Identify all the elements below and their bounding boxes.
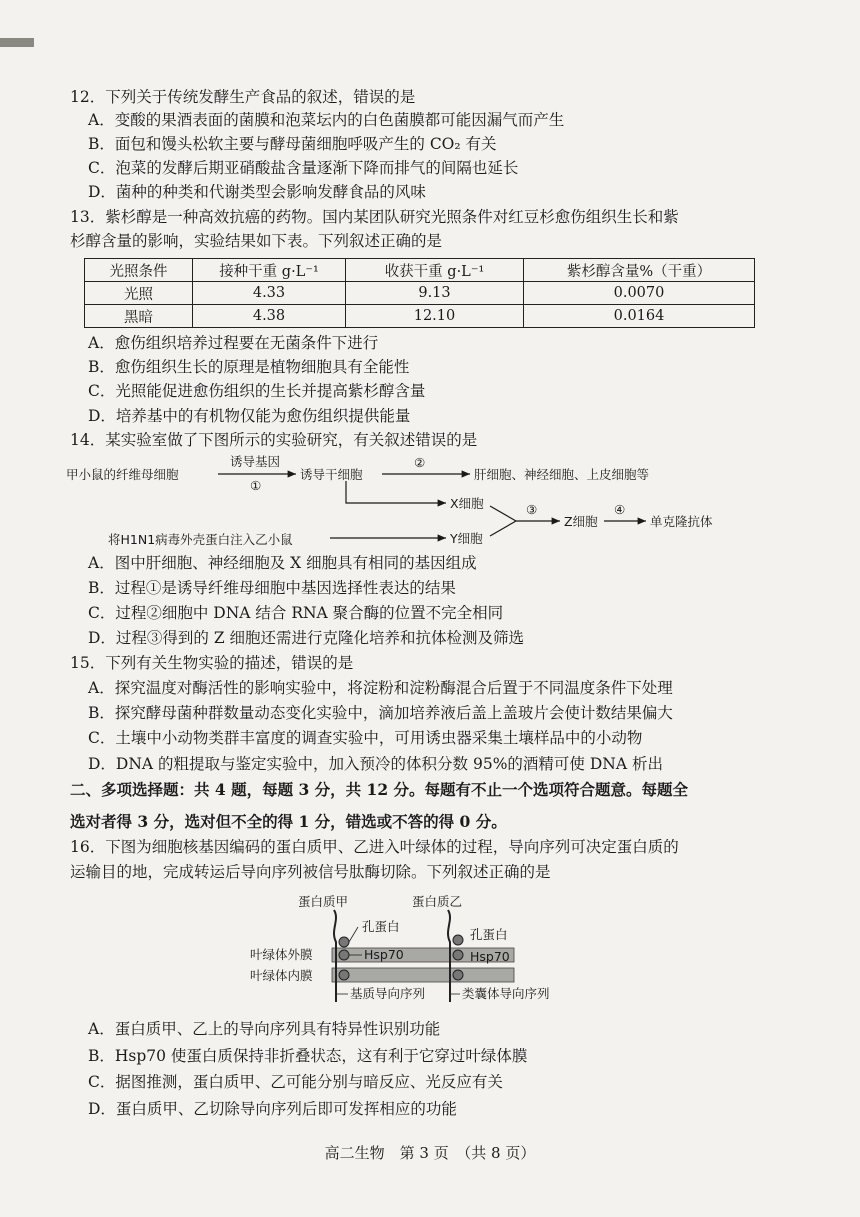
step2-label: ② <box>414 455 426 470</box>
q16-stem-line1: 16．下图为细胞核基因编码的蛋白质甲、乙进入叶绿体的过程，导向序列可决定蛋白质的 <box>70 838 679 856</box>
outer-membrane-label: 叶绿体外膜 <box>250 947 313 962</box>
table-cell: 4.33 <box>193 282 346 305</box>
inner-membrane-label: 叶绿体内膜 <box>250 968 313 983</box>
y-cell-label: Y细胞 <box>450 531 483 546</box>
q13-option-b: B．愈伤组织生长的原理是植物细胞具有全能性 <box>88 358 410 376</box>
q12-option-d: D．菌种的种类和代谢类型会影响发酵食品的风味 <box>88 183 426 201</box>
z-cell-label: Z细胞 <box>564 514 598 529</box>
ips-cell-label: 诱导干细胞 <box>300 467 363 482</box>
thylakoid-targeting-seq-label: 类囊体导向序列 <box>462 986 550 1001</box>
table-cell: 12.10 <box>346 305 524 328</box>
q14-option-a: A．图中肝细胞、神经细胞及 X 细胞具有相同的基因组成 <box>88 554 477 572</box>
q16-option-d: D．蛋白质甲、乙切除导向序列后即可发挥相应的功能 <box>88 1100 457 1118</box>
q15-option-a: A．探究温度对酶活性的影响实验中，将淀粉和淀粉酶混合后置于不同温度条件下处理 <box>88 679 673 697</box>
q13-option-a: A．愈伤组织培养过程要在无菌条件下进行 <box>88 334 379 352</box>
q14-option-d: D．过程③得到的 Z 细胞还需进行克隆化培养和抗体检测及筛选 <box>88 629 525 647</box>
q14-option-b: B．过程①是诱导纤维母细胞中基因选择性表达的结果 <box>88 579 456 597</box>
pore-protein-left-icon <box>339 937 349 947</box>
q15-option-c: C．土壤中小动物类群丰富度的调查实验中，可用诱虫器采集土壤样品中的小动物 <box>88 729 643 747</box>
q13-stem-line2: 杉醇含量的影响，实验结果如下表。下列叙述正确的是 <box>70 232 443 250</box>
step4-label: ④ <box>614 502 626 517</box>
page-footer: 高二生物 第 3 页 （共 8 页） <box>324 1144 536 1162</box>
inner-membrane-band <box>332 968 514 982</box>
hsp70-right-label: Hsp70 <box>470 949 510 964</box>
q16-option-b: B．Hsp70 使蛋白质保持非折叠状态，这有利于它穿过叶绿体膜 <box>88 1047 528 1065</box>
q16-option-c: C．据图推测，蛋白质甲、乙可能分别与暗反应、光反应有关 <box>88 1073 503 1091</box>
monoclonal-antibody-label: 单克隆抗体 <box>650 514 713 529</box>
table-header: 紫杉醇含量%（干重） <box>524 259 755 282</box>
protein-b-label: 蛋白质乙 <box>412 894 463 909</box>
table-cell: 4.38 <box>193 305 346 328</box>
q13-option-c: C．光照能促进愈伤组织的生长并提高紫杉醇含量 <box>88 382 426 400</box>
hsp70-left-icon <box>339 970 349 980</box>
q12-option-a: A．变酸的果酒表面的菌膜和泡菜坛内的白色菌膜都可能因漏气而产生 <box>88 111 565 129</box>
q15-option-b: B．探究酵母菌种群数量动态变化实验中，滴加培养液后盖上盖玻片会使计数结果偏大 <box>88 704 673 722</box>
pore-left-pointer <box>349 927 358 942</box>
q12-stem: 12．下列关于传统发酵生产食品的叙述，错误的是 <box>70 88 416 106</box>
table-cell: 黑暗 <box>85 305 193 328</box>
pore-protein-left-label: 孔蛋白 <box>362 919 400 934</box>
injection-label: 将H1N1病毒外壳蛋白注入乙小鼠 <box>108 532 293 547</box>
table-cell: 光照 <box>85 282 193 305</box>
q15-stem: 15．下列有关生物实验的描述，错误的是 <box>70 654 354 672</box>
q15-option-d: D．DNA 的粗提取与鉴定实验中，加入预冷的体积分数 95%的酒精可使 DNA 析出 <box>88 755 663 773</box>
table-cell: 9.13 <box>346 282 524 305</box>
pore-protein-right-label: 孔蛋白 <box>470 927 508 942</box>
differentiated-cells-label: 肝细胞、神经细胞、上皮细胞等 <box>474 467 650 482</box>
pore-protein-right-icon <box>453 935 463 945</box>
q13-option-d: D．培养基中的有机物仅能为愈伤组织提供能量 <box>88 407 411 425</box>
table-header: 接种干重 g·L⁻¹ <box>193 259 346 282</box>
table-cell: 0.0164 <box>524 305 755 328</box>
hsp70-left-label: Hsp70 <box>364 947 404 962</box>
q14-stem: 14．某实验室做了下图所示的实验研究，有关叙述错误的是 <box>70 431 478 449</box>
table-cell: 0.0070 <box>524 282 755 305</box>
fibroblast-label: 甲小鼠的纤维母细胞 <box>66 467 179 482</box>
x-cell-label: X细胞 <box>450 496 484 511</box>
q16-option-a: A．蛋白质甲、乙上的导向序列具有特异性识别功能 <box>88 1020 441 1038</box>
step1-label: ① <box>250 478 262 493</box>
q12-option-b: B．面包和馒头松软主要与酵母菌细胞呼吸产生的 CO₂ 有关 <box>88 135 497 153</box>
q12-option-c: C．泡菜的发酵后期亚硝酸盐含量逐渐下降而排气的间隔也延长 <box>88 159 519 177</box>
protein-a-label: 蛋白质甲 <box>298 894 349 909</box>
hsp70-right-icon <box>453 970 463 980</box>
step3-label: ③ <box>526 502 538 517</box>
hsp70-right-icon <box>453 950 463 960</box>
table-header: 收获干重 g·L⁻¹ <box>346 259 524 282</box>
section2-heading-line2: 选对者得 3 分，选对但不全的得 1 分，错选或不答的得 0 分。 <box>70 812 507 831</box>
section2-heading-line1: 二、多项选择题：共 4 题，每题 3 分，共 12 分。每题有不止一个选项符合题意。每题全 <box>70 780 689 799</box>
stroma-targeting-seq-label: 基质导向序列 <box>350 986 426 1001</box>
q13-stem-line1: 13．紫杉醇是一种高效抗癌的药物。国内某团队研究光照条件对红豆杉愈伤组织生长和紫 <box>70 208 679 226</box>
q16-stem-line2: 运输目的地，完成转运后导向序列被信号肽酶切除。下列叙述正确的是 <box>70 863 551 881</box>
hsp70-left-icon <box>339 950 349 960</box>
table-header: 光照条件 <box>85 259 193 282</box>
q14-option-c: C．过程②细胞中 DNA 结合 RNA 聚合酶的位置不完全相同 <box>88 604 504 622</box>
induce-gene-label: 诱导基因 <box>230 454 281 469</box>
